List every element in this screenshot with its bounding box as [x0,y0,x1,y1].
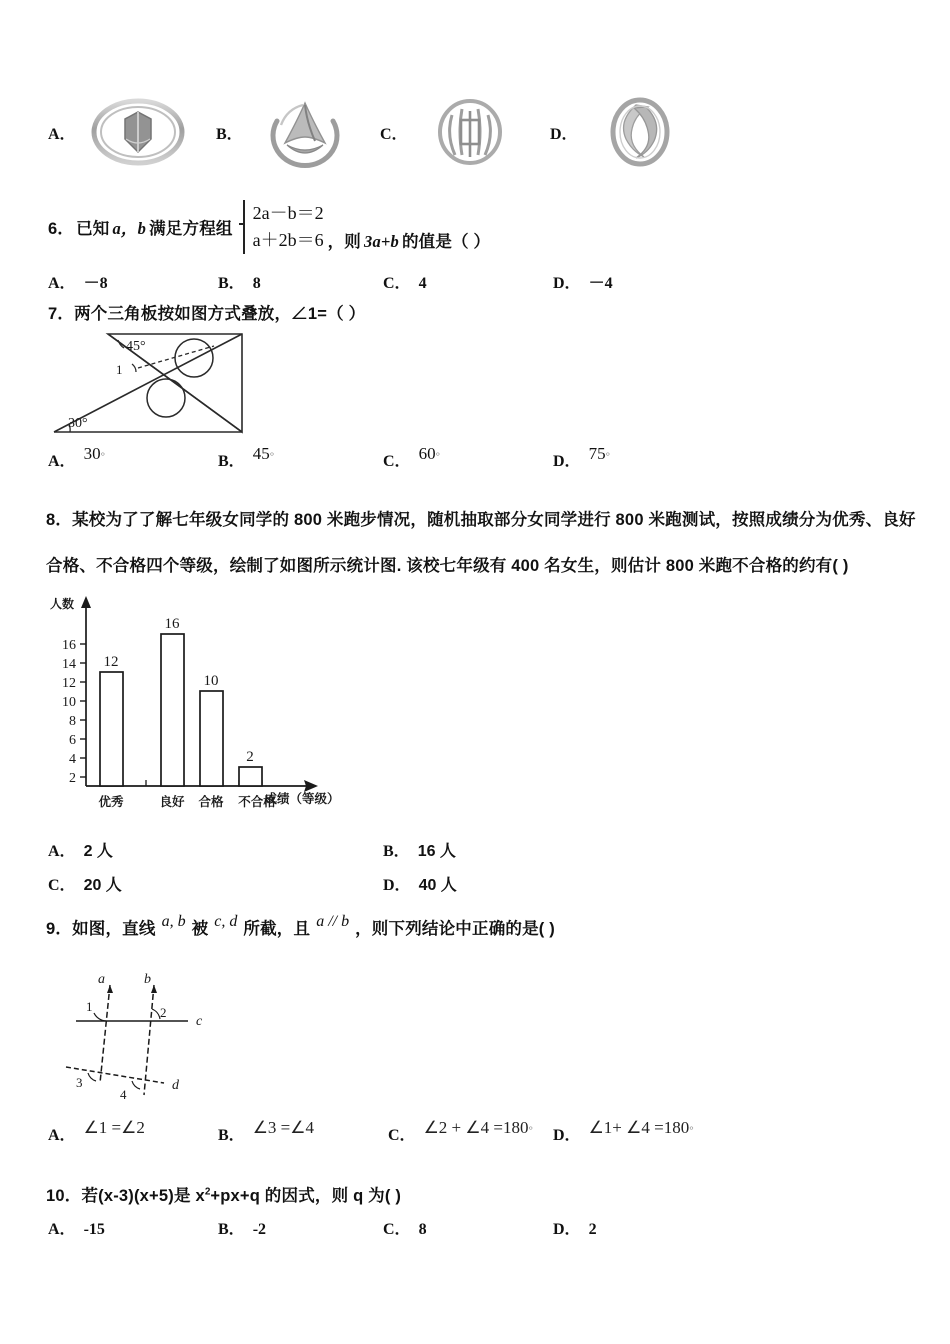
q9-lines-cd: c, d [214,913,238,930]
angle-2: 2 [160,1005,167,1020]
q10-option-c-value: 8 [418,1221,427,1238]
chart-ylabel: 人数 [50,597,75,611]
q6-option-a-label: A． [48,275,76,292]
q7-option-b[interactable] [218,444,275,471]
q8-bar-chart [40,588,370,818]
q7-option-d-label: D． [553,453,581,470]
q8-option-a-label: A． [48,843,76,860]
svg-text:45°: 45° [126,339,146,354]
q8-options-row-2 [48,872,928,898]
q7-option-c-value: 60 [418,444,436,463]
q8-option-b-label: B． [383,843,410,860]
label-a: a [98,972,105,987]
q6-expression: 3a+b [364,232,399,251]
q6-option-c[interactable] [383,270,427,293]
q5-option-a-label: A． [48,125,76,143]
q10-exponent: 2 [204,1186,211,1198]
q9-option-a-label: A． [48,1127,76,1144]
svg-text:30°: 30° [68,416,88,431]
ytick-12: 12 [62,676,76,691]
ytick-6: 6 [69,733,76,748]
q10-stem-b: +px+q 的因式，则 q 为( ) [210,1187,402,1205]
xtick-1: 良好 [159,795,185,809]
bar-label-2: 10 [203,673,219,689]
q10-option-b-value: -2 [252,1221,267,1238]
q8-option-d-label: D． [383,877,411,894]
q8-option-b-value: 16 人 [417,843,456,860]
q10-option-a-label: A． [48,1221,76,1238]
q10-option-d-value: 2 [588,1221,597,1238]
xtick-3: 不合格 [238,795,276,809]
q6-equation-2: a＋2b＝6 [252,230,324,250]
xtick-2: 合格 [198,795,224,809]
car-logo-dongfeng-icon [592,95,688,169]
q8-option-c-label: C． [48,877,76,894]
q8-option-d[interactable] [383,872,457,895]
bar-label-0: 12 [103,654,119,670]
q6-option-c-value: 4 [418,275,427,292]
q6-option-a[interactable] [48,270,108,293]
q9-number: 9． [46,920,73,938]
q8-option-c-value: 20 人 [83,877,122,894]
q6-stem-mid: 满足方程组 [149,220,233,238]
q8-options-row-1 [48,838,928,864]
angle-1: 1 [86,999,93,1014]
q7-option-c-unit: ° [435,450,440,463]
q9-option-d-unit: ° [689,1124,694,1137]
angle-3: 3 [76,1075,83,1090]
q8-option-b[interactable] [383,838,456,861]
q6-option-d-label: D． [553,275,581,292]
q10-number: 10． [46,1187,82,1205]
q7-option-b-unit: ° [269,450,275,463]
q7-option-a-label: A． [48,453,76,470]
q7-options-row [48,444,928,474]
q9-option-a[interactable] [48,1118,145,1145]
q6-option-d[interactable] [553,270,613,293]
q7-stem: 两个三角板按如图方式叠放，∠1=（ ） [74,305,366,323]
q9-figure-parallel-lines [60,963,260,1123]
q8-number: 8． [46,511,73,529]
q7-option-a-value: 30 [83,444,101,463]
question-7 [48,300,365,324]
q8-option-a-value: 2 人 [83,843,113,860]
q6-equation-1: 2a－b＝2 [252,203,324,223]
bar-合格 [200,691,223,786]
question-10 [46,1182,401,1206]
q6-stem-after: ，则 [327,233,361,251]
q8-line-1-text: 某校为了了解七年级女同学的 800 米跑步情况，随机抽取部分女同学进行 800 米跑测试，按照成绩分为优秀、良好 [72,511,916,529]
q9-lines-ab: a, b [161,913,186,930]
q9-stem-3: 所截，且 [243,920,311,938]
ytick-10: 10 [62,695,76,710]
system-brace [237,200,251,254]
bar-不合格 [239,767,262,786]
q7-option-d-value: 75 [588,444,606,463]
q9-option-c[interactable] [388,1118,533,1145]
q5-option-d-label: D． [550,125,578,143]
question-9 [46,915,926,939]
q9-stem-2: 被 [191,920,209,938]
label-c: c [196,1014,203,1029]
q7-number: 7． [48,305,75,323]
q9-stem-4: ，则下列结论中正确的是( ) [355,920,555,938]
chart-xlabel: 成绩（等级） [264,792,340,806]
q9-option-d-label: D． [553,1127,581,1144]
q6-options-row [48,270,928,296]
q10-option-c[interactable] [383,1216,427,1239]
q9-option-d-value: ∠1+ ∠4 =180 [588,1118,690,1137]
q5-option-c-label: C． [380,125,408,143]
q9-option-d[interactable] [553,1118,694,1145]
q5-option-a[interactable] [48,92,186,172]
q9-option-c-unit: ° [528,1124,533,1137]
car-logo-changan-icon [90,95,186,169]
ytick-2: 2 [69,771,76,786]
q10-option-d[interactable] [553,1216,597,1239]
question-8 [46,506,926,576]
q7-option-b-label: B． [218,453,245,470]
q10-option-a[interactable] [48,1216,105,1239]
q10-option-d-label: D． [553,1221,581,1238]
q5-option-d[interactable] [550,92,688,172]
bar-优秀 [100,672,123,786]
q8-option-a[interactable] [48,838,113,861]
q9-option-b[interactable] [218,1118,315,1145]
q7-option-a[interactable] [48,444,105,471]
question-6 [48,200,928,254]
q6-option-b[interactable] [218,270,261,293]
q6-option-d-value: －4 [588,275,613,292]
q10-option-a-value: -15 [83,1221,105,1238]
q7-option-a-unit: ° [100,450,105,463]
q9-stem-1: 如图，直线 [72,920,156,938]
angle-4: 4 [120,1087,127,1102]
q5-options-row [48,92,908,172]
q8-option-d-value: 40 人 [418,877,457,894]
q9-options-row [48,1118,928,1148]
q8-line-1 [46,506,926,530]
q10-option-b[interactable] [218,1216,266,1239]
q10-option-c-label: C． [383,1221,411,1238]
q9-parallel-condition: a // b [316,913,350,930]
bar-label-1: 16 [164,616,180,632]
q9-option-c-label: C． [388,1127,416,1144]
q10-stem-a: 若(x-3)(x+5)是 x [81,1187,205,1205]
q6-option-a-value: －8 [83,275,108,292]
bar-良好 [161,634,184,786]
ytick-14: 14 [62,657,76,672]
car-logo-zhonghua-icon [422,95,518,169]
ytick-4: 4 [69,752,76,767]
q6-equation-system [253,200,324,254]
q6-option-c-label: C． [383,275,411,292]
q5-option-c[interactable] [380,92,518,172]
q6-stem-tail: 的值是（ ） [401,233,491,251]
car-logo-chery-icon [257,95,353,169]
q9-option-c-value: ∠2 + ∠4 =180 [423,1118,529,1137]
ytick-16: 16 [62,638,76,653]
q10-option-b-label: B． [218,1221,245,1238]
xtick-0: 优秀 [98,795,124,809]
q6-stem-before: 已知 [76,220,110,238]
q7-option-d[interactable] [553,444,610,471]
q9-option-b-value: ∠3 =∠4 [252,1118,315,1137]
svg-text:1: 1 [116,362,123,377]
ytick-8: 8 [69,714,76,729]
label-b: b [144,972,151,987]
q5-option-b[interactable] [216,92,353,172]
q7-option-b-value: 45 [252,444,270,463]
q8-line-2: 合格、不合格四个等级，绘制了如图所示统计图. 该校七年级有 400 名女生，则估计 800 米跑不合格的约有( ) [46,557,849,575]
q6-number: 6． [48,220,75,238]
q9-option-a-value: ∠1 =∠2 [83,1118,145,1137]
label-d: d [172,1078,179,1093]
q7-option-c[interactable] [383,444,440,471]
q9-option-b-label: B． [218,1127,245,1144]
q7-figure-two-triangles [46,328,246,440]
q6-variables: a，b [112,219,147,238]
q5-option-b-label: B． [216,125,243,143]
bar-label-3: 2 [246,749,254,765]
q6-option-b-label: B． [218,275,245,292]
q10-options-row [48,1216,928,1242]
q7-option-d-unit: ° [605,450,610,463]
q7-option-c-label: C． [383,453,411,470]
q6-option-b-value: 8 [252,275,261,292]
q8-option-c[interactable] [48,872,122,895]
